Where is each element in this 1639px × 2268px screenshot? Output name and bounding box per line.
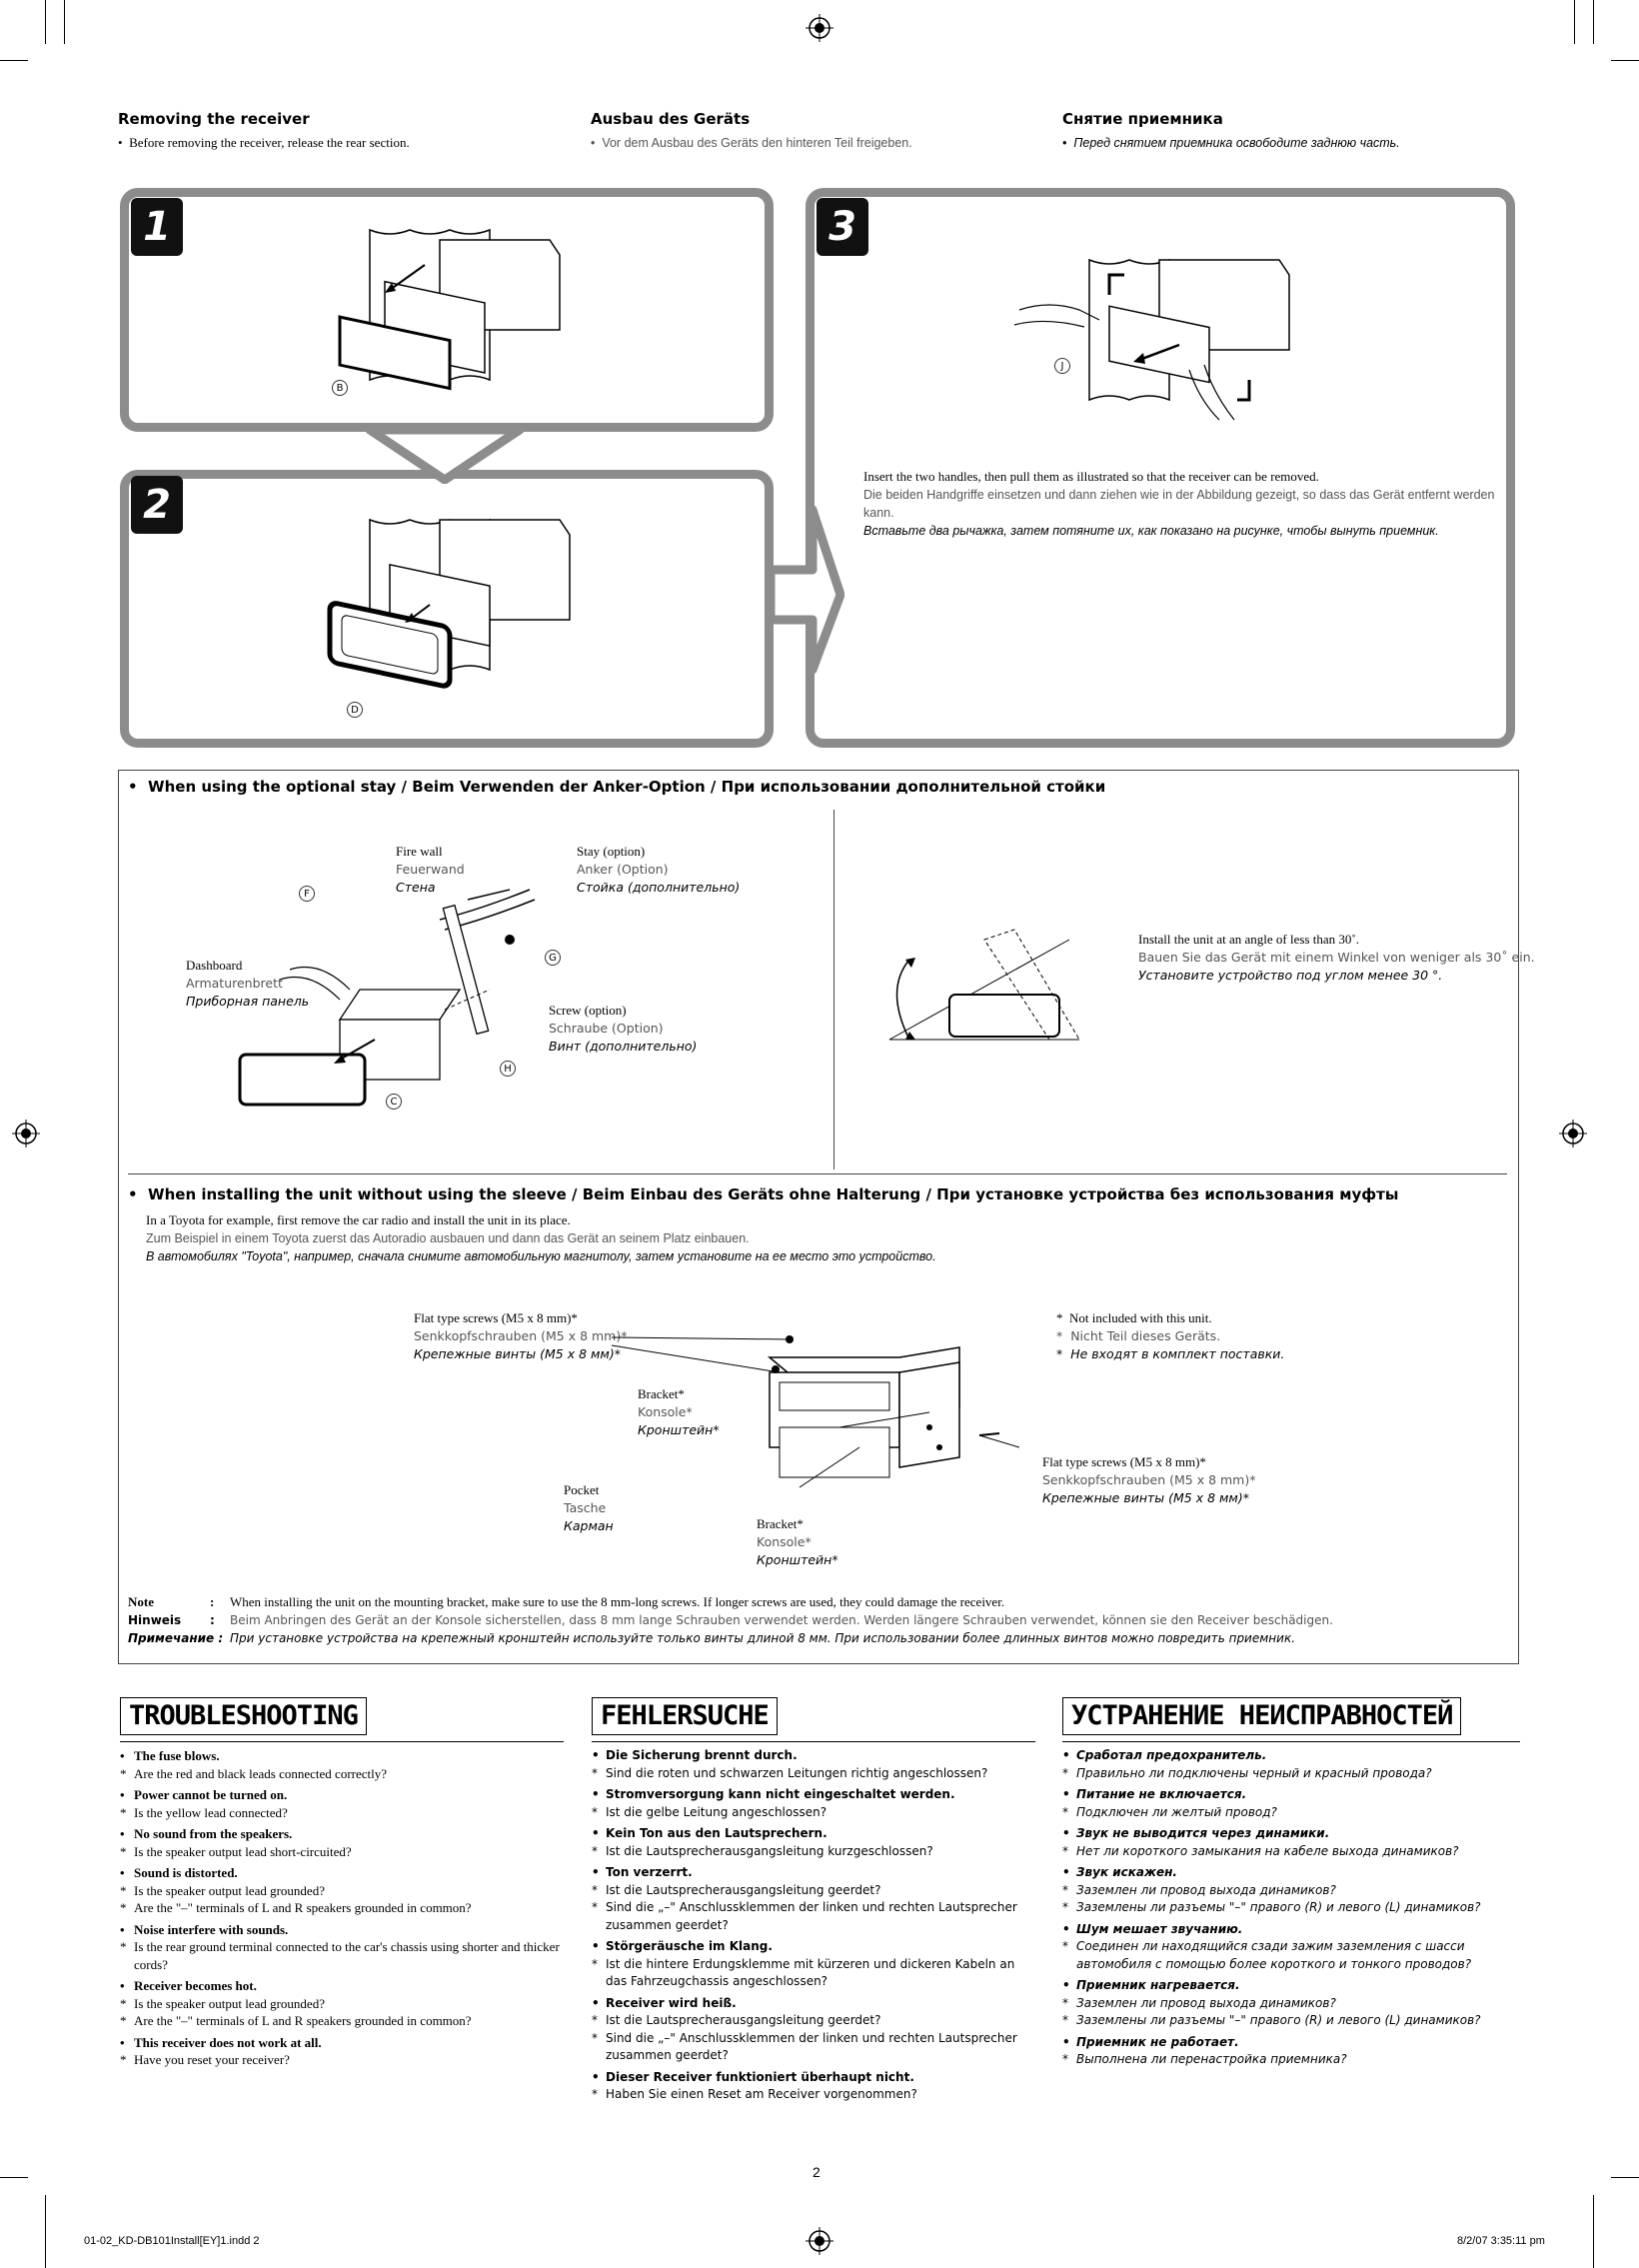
- step-3-text-de: Die beiden Handgriffe einsetzen und dann ziehen wie in der Abbildung gezeigt, so dass das Gerät entfernt werden kann.: [863, 488, 1495, 520]
- note-text-de: Beim Anbringen des Gerät an der Konsole sicherstellen, dass 8 mm lange Schrauben verwendet werden. Werden längere Schrauben verwendet, können sie den Receiver beschädigen.: [230, 1613, 1333, 1627]
- note-label-ru: Примечание :: [128, 1631, 224, 1645]
- ts-symptom: • Dieser Receiver funktioniert überhaupt nicht.: [592, 2069, 1021, 2087]
- sleeve-intro-ru: В автомобилях "Toyota", например, сначала снимите автомобильную магнитолу, затем установите на ее место это устройство.: [146, 1249, 936, 1263]
- footer-file: 01-02_KD-DB101Install[EY]1.indd 2: [84, 2235, 260, 2247]
- ts-symptom: • Ton verzerrt.: [592, 1864, 1021, 1882]
- callout-j: J: [1054, 358, 1070, 374]
- ts-check: * Are the "–" terminals of L and R speakers grounded in common?: [120, 2012, 570, 2030]
- not-included-en: Not included with this unit.: [1069, 1310, 1212, 1325]
- crop-mark: [45, 2195, 46, 2268]
- note-text-en: When installing the unit on the mounting bracket, make sure to use the 8 mm-long screws. If longer screws are used, they could damage the receiver.: [230, 1594, 1005, 1609]
- callout-h: H: [500, 1061, 516, 1077]
- ts-symptom: • Звук искажен.: [1062, 1864, 1502, 1882]
- removing-de: [591, 110, 1030, 152]
- firewall-label: [396, 843, 465, 897]
- stay-option-de: Anker (Option): [577, 862, 669, 877]
- not-included-ru: Не входят в комплект поставки.: [1070, 1346, 1285, 1361]
- ts-check: * Подключен ли желтый провод?: [1062, 1804, 1502, 1822]
- flat-screws-1-ru: Крепежные винты (M5 x 8 мм)*: [414, 1346, 621, 1361]
- crop-mark: [1611, 60, 1639, 61]
- ts-symptom: • The fuse blows.: [120, 1747, 570, 1765]
- screw-ru: Винт (дополнительно): [549, 1039, 698, 1054]
- note-de: Hinweis : Beim Anbringen des Gerät an der Konsole sicherstellen, dass 8 mm lange Schrauben verwendet werden. Werden längere Schrauben verwendet, können sie den Receiver beschädigen.: [128, 1613, 1333, 1627]
- sleeve-intro-en: In a Toyota for example, first remove the car radio and install the unit in its place.: [146, 1212, 571, 1227]
- troubleshooting-list-ru: [1062, 1743, 1502, 2069]
- stay-option-label: [577, 843, 740, 897]
- pocket-de: Tasche: [564, 1500, 607, 1515]
- registration-mark-icon: [1559, 1120, 1587, 1147]
- pocket-ru: Карман: [564, 1518, 614, 1533]
- dashboard-label: [186, 957, 309, 1011]
- removing-title-ru: Снятие приемника: [1062, 110, 1223, 128]
- ts-symptom: • Приемник нагревается.: [1062, 1977, 1502, 1995]
- ts-symptom: • Шум мешает звучанию.: [1062, 1921, 1502, 1939]
- note-ru: [128, 1629, 1507, 1647]
- ts-check: * Is the rear ground terminal connected to the car's chassis using shorter and thicker cords?: [120, 1938, 570, 1973]
- removing-title-en: Removing the receiver: [118, 110, 310, 128]
- screw-de: Schraube (Option): [549, 1021, 664, 1036]
- ts-symptom: • This receiver does not work at all.: [120, 2034, 570, 2052]
- crop-mark: [1593, 0, 1594, 44]
- stay-title-text: When using the optional stay / Beim Verwenden der Anker-Option / При использовании дополнительной стойки: [148, 778, 1106, 796]
- sleeve-intro-de: Zum Beispiel in einem Toyota zuerst das Autoradio ausbauen und dann das Gerät an seinem Platz einbauen.: [146, 1231, 750, 1245]
- crop-mark: [1593, 2195, 1594, 2268]
- screw-option-label: [549, 1002, 697, 1056]
- ts-symptom: • Receiver becomes hot.: [120, 1977, 570, 1995]
- ts-symptom: • Питание не включается.: [1062, 1786, 1502, 1804]
- flat-screws-1-en: Flat type screws (M5 x 8 mm)*: [414, 1310, 578, 1325]
- not-included-de: Nicht Teil dieses Geräts.: [1070, 1328, 1221, 1343]
- note-en: Note : When installing the unit on the mounting bracket, make sure to use the 8 mm-long screws. If longer screws are used, they could damage the receiver.: [128, 1594, 1005, 1609]
- step-3-text: [863, 468, 1503, 540]
- section-divider: [128, 1173, 1507, 1174]
- ts-check: * Are the "–" terminals of L and R speakers grounded in common?: [120, 1899, 570, 1917]
- down-arrow-icon: [360, 428, 530, 484]
- removing-en: [118, 110, 558, 152]
- ts-check: * Выполнена ли перенастройка приемника?: [1062, 2051, 1502, 2069]
- step-1-number: 1: [131, 198, 183, 256]
- troubleshooting-list-de: [592, 1743, 1021, 2104]
- ts-check: * Заземлен ли провод выхода динамиков?: [1062, 1882, 1502, 1900]
- flat-screws-label-1: [414, 1309, 627, 1363]
- crop-mark: [64, 0, 65, 44]
- ts-check: * Ist die hintere Erdungsklemme mit kürzeren und dickeren Kabeln an das Fahrzeugchassis angeschlossen?: [592, 1956, 1021, 1991]
- ts-symptom: • Die Sicherung brennt durch.: [592, 1747, 1021, 1765]
- removing-note-ru: • Перед снятием приемника освободите заднюю часть.: [1062, 136, 1400, 150]
- ts-symptom: • No sound from the speakers.: [120, 1825, 570, 1843]
- ts-symptom: • Stromversorgung kann nicht eingeschaltet werden.: [592, 1786, 1021, 1804]
- ts-check: * Ist die Lautsprecherausgangsleitung kurzgeschlossen?: [592, 1843, 1021, 1861]
- flat-screws-2-de: Senkkopfschrauben (M5 x 8 mm)*: [1042, 1472, 1256, 1487]
- note-label-de: Hinweis: [128, 1613, 182, 1627]
- sleeve-title: • When installing the unit without using the sleeve / Beim Einbau des Geräts ohne Halterung / При установке устройства без использования муфты: [128, 1185, 1399, 1203]
- note-text-ru: При установке устройства на крепежный кронштейн используйте только винты длиной 8 мм. При использовании более длинных винтов можно повредить приемник.: [230, 1631, 1296, 1645]
- ts-symptom: • Приемник не работает.: [1062, 2034, 1502, 2052]
- sleeve-illustration: [600, 1317, 1019, 1517]
- removing-note-en-text: Before removing the receiver, release the rear section.: [129, 135, 410, 150]
- registration-mark-icon: [806, 2227, 833, 2255]
- stay-divider: [833, 810, 834, 1169]
- bracket-2-de: Konsole*: [757, 1534, 812, 1549]
- removing-title-de: Ausbau des Geräts: [591, 110, 751, 128]
- ts-check: * Is the speaker output lead grounded?: [120, 1882, 570, 1900]
- bracket-label-2: [757, 1515, 838, 1569]
- screw-en: Screw (option): [549, 1003, 627, 1018]
- angle-de: Bauen Sie das Gerät mit einem Winkel von weniger als 30˚ ein.: [1138, 950, 1535, 965]
- ts-symptom: • Звук не выводится через динамики.: [1062, 1825, 1502, 1843]
- ts-check: * Are the red and black leads connected correctly?: [120, 1765, 570, 1783]
- ts-symptom: • Noise interfere with sounds.: [120, 1921, 570, 1939]
- callout-b: B: [332, 380, 348, 396]
- ts-check: * Нет ли короткого замыкания на кабеле выхода динамиков?: [1062, 1843, 1502, 1861]
- step-3-text-ru: Вставьте два рычажка, затем потяните их, как показано на рисунке, чтобы вынуть приемник.: [863, 524, 1439, 538]
- registration-mark-icon: [12, 1120, 40, 1147]
- ts-symptom: • Receiver wird heiß.: [592, 1995, 1021, 2013]
- sleeve-intro: [146, 1211, 1445, 1265]
- ts-symptom: • Сработал предохранитель.: [1062, 1747, 1502, 1765]
- ts-check: * Haben Sie einen Reset am Receiver vorgenommen?: [592, 2086, 1021, 2104]
- angle-text: [1138, 931, 1535, 985]
- ts-check: * Ist die gelbe Leitung angeschlossen?: [592, 1804, 1021, 1822]
- troubleshooting-title-en: TROUBLESHOOTING: [120, 1697, 367, 1735]
- bracket-1-ru: Кронштейн*: [638, 1422, 720, 1437]
- ts-check: * Заземлены ли разъемы "–" правого (R) и левого (L) динамиков?: [1062, 2012, 1502, 2030]
- removing-note-en: • Before removing the receiver, release the rear section.: [118, 135, 410, 150]
- ts-check: * Ist die Lautsprecherausgangsleitung geerdet?: [592, 1882, 1021, 1900]
- step-3-illustration: [1009, 250, 1299, 440]
- troubleshooting-title-ru: УСТРАНЕНИЕ НЕИСПРАВНОСТЕЙ: [1062, 1697, 1461, 1735]
- bracket-1-en: Bracket*: [638, 1386, 685, 1401]
- crop-mark: [1611, 2177, 1639, 2178]
- crop-mark: [0, 60, 28, 61]
- flat-screws-label-2: [1042, 1453, 1255, 1507]
- ts-check: * Is the speaker output lead grounded?: [120, 1995, 570, 2013]
- stay-title: • When using the optional stay / Beim Verwenden der Anker-Option / При использовании дополнительной стойки: [128, 778, 1106, 796]
- registration-mark-icon: [806, 14, 833, 42]
- ts-check: * Заземлены ли разъемы "–" правого (R) и левого (L) динамиков?: [1062, 1899, 1502, 1917]
- angle-ru: Установите устройство под углом менее 30 °.: [1138, 968, 1443, 983]
- ts-check: * Have you reset your receiver?: [120, 2051, 570, 2069]
- ts-check: * Sind die „–" Anschlussklemmen der linken und rechten Lautsprecher zusammen geerdet?: [592, 2030, 1021, 2065]
- firewall-en: Fire wall: [396, 844, 443, 859]
- ts-symptom: • Power cannot be turned on.: [120, 1786, 570, 1804]
- ts-check: * Sind die „–" Anschlussklemmen der linken und rechten Lautsprecher zusammen geerdet?: [592, 1899, 1021, 1934]
- troubleshooting-title-de: FEHLERSUCHE: [592, 1697, 778, 1735]
- angle-en: Install the unit at an angle of less than 30˚.: [1138, 932, 1359, 947]
- bracket-2-ru: Кронштейн*: [757, 1552, 838, 1567]
- footer-date: 8/2/07 3:35:11 pm: [1457, 2235, 1545, 2247]
- right-arrow-icon: [765, 500, 844, 680]
- ts-symptom: • Sound is distorted.: [120, 1864, 570, 1882]
- angle-illustration: [869, 920, 1099, 1050]
- ts-check: * Соединен ли находящийся сзади зажим заземления с шасси автомобиля с помощью более короткого и тонкого проводов?: [1062, 1938, 1502, 1973]
- troubleshooting-list-en: [120, 1743, 570, 2069]
- callout-d: D: [347, 702, 363, 718]
- step-3-text-en: Insert the two handles, then pull them as illustrated so that the receiver can be removed.: [863, 469, 1319, 484]
- ts-check: * Sind die roten und schwarzen Leitungen richtig angeschlossen?: [592, 1765, 1021, 1783]
- ts-check: * Ist die Lautsprecherausgangsleitung geerdet?: [592, 2012, 1021, 2030]
- callout-g: G: [545, 950, 561, 966]
- removing-note-de-text: Vor dem Ausbau des Geräts den hinteren Teil freigeben.: [602, 136, 912, 150]
- removing-ru: [1062, 110, 1582, 152]
- bracket-1-de: Konsole*: [638, 1404, 693, 1419]
- ts-rule-de: [592, 1741, 1035, 1742]
- step-1-illustration: [330, 220, 590, 410]
- firewall-de: Feuerwand: [396, 862, 465, 877]
- page-number: 2: [813, 2164, 820, 2180]
- bracket-2-en: Bracket*: [757, 1516, 804, 1531]
- ts-check: * Заземлен ли провод выхода динамиков?: [1062, 1995, 1502, 2013]
- removing-note-ru-text: Перед снятием приемника освободите заднюю часть.: [1073, 136, 1400, 150]
- stay-option-ru: Стойка (дополнительно): [577, 880, 741, 895]
- removing-note-de: • Vor dem Ausbau des Geräts den hinteren Teil freigeben.: [591, 136, 912, 150]
- flat-screws-2-en: Flat type screws (M5 x 8 mm)*: [1042, 1454, 1206, 1469]
- ts-symptom: • Kein Ton aus den Lautsprechern.: [592, 1825, 1021, 1843]
- dashboard-en: Dashboard: [186, 958, 243, 973]
- step-2-illustration: [320, 510, 580, 710]
- crop-mark: [45, 0, 46, 44]
- stay-option-en: Stay (option): [577, 844, 646, 859]
- ts-check: * Is the yellow lead connected?: [120, 1804, 570, 1822]
- note-label-en: Note: [128, 1594, 154, 1609]
- dashboard-ru: Приборная панель: [186, 994, 310, 1009]
- step-3-number: 3: [817, 198, 868, 256]
- pocket-en: Pocket: [564, 1482, 600, 1497]
- ts-symptom: • Störgeräusche im Klang.: [592, 1938, 1021, 1956]
- callout-c: C: [386, 1094, 402, 1110]
- not-included-note: * Not included with this unit. * Nicht Teil dieses Geräts. * Не входят в комплект поставки.: [1056, 1310, 1285, 1361]
- ts-check: * Is the speaker output lead short-circuited?: [120, 1843, 570, 1861]
- ts-rule-en: [120, 1741, 564, 1742]
- dashboard-de: Armaturenbrett: [186, 976, 283, 991]
- crop-mark: [1574, 0, 1575, 44]
- ts-check: * Правильно ли подключены черный и красный провода?: [1062, 1765, 1502, 1783]
- flat-screws-1-de: Senkkopfschrauben (M5 x 8 mm)*: [414, 1328, 628, 1343]
- ts-rule-ru: [1062, 1741, 1520, 1742]
- crop-mark: [0, 2177, 28, 2178]
- sleeve-note: [128, 1593, 1507, 1647]
- sleeve-title-text: When installing the unit without using the sleeve / Beim Einbau des Geräts ohne Halterung / При установке устройства без использования муфты: [148, 1185, 1399, 1203]
- step-2-number: 2: [131, 476, 183, 534]
- firewall-ru: Стена: [396, 880, 436, 895]
- callout-f: F: [299, 886, 315, 902]
- flat-screws-2-ru: Крепежные винты (M5 x 8 мм)*: [1042, 1490, 1249, 1505]
